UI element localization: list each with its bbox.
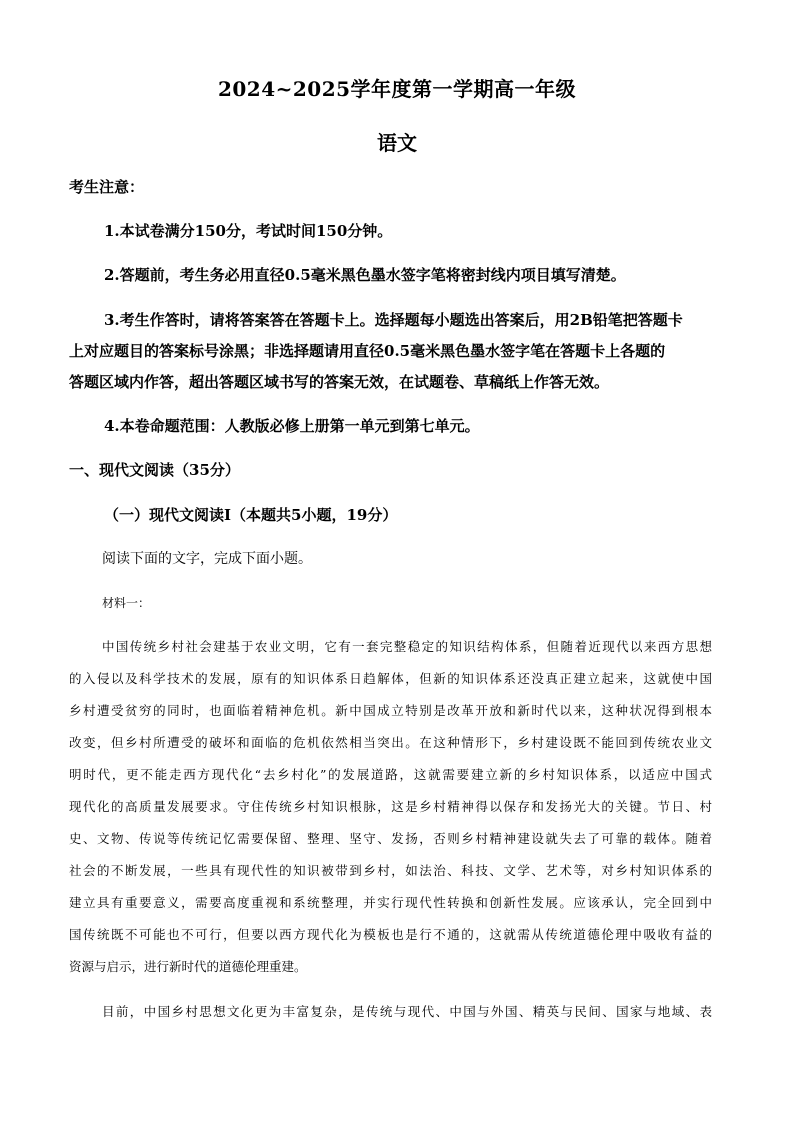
passage-line: 目前，中国乡村思想文化更为丰富复杂，是传统与现代、中国与外国、精英与民间、国家与地域、表 <box>102 1004 712 1019</box>
notice-item-1: 1.本试卷满分150分，考试时间150分钟。 <box>104 222 393 240</box>
passage-line: 中国传统乡村社会建基于农业文明，它有一套完整稳定的知识结构体系，但随着近现代以来西方思想 <box>102 639 712 654</box>
passage-line: 的入侵以及科学技术的发展，原有的知识体系日趋解体，但新的知识体系还没真正建立起来，这就使中国 <box>69 671 712 686</box>
notice-item-3-line-1: 3.考生作答时，请将答案答在答题卡上。选择题每小题选出答案后，用2B铅笔把答题卡 <box>104 311 683 329</box>
subsection-heading: （一）现代文阅读Ⅰ（本题共5小题，19分） <box>104 506 398 524</box>
reading-instruction: 阅读下面的文字，完成下面小题。 <box>102 551 312 567</box>
exam-title: 2024~2025学年度第一学期高一年级 <box>217 77 577 101</box>
passage-line: 国传统既不可能也不可行，但要以西方现代化为模板也是行不通的，这就需从传统道德伦理中吸收有益的 <box>69 927 712 942</box>
subject-title: 语文 <box>377 131 417 155</box>
passage-line: 现代化的高质量发展要求。守住传统乡村知识根脉，这是乡村精神得以保存和发扬光大的关键。节日、村 <box>69 799 712 814</box>
passage-line: 社会的不断发展，一些具有现代性的知识被带到乡村，如法治、科技、文学、艺术等，对乡村知识体系的 <box>69 863 712 878</box>
passage-line: 资源与启示，进行新时代的道德伦理重建。 <box>69 959 307 974</box>
passage-line: 史、文物、传说等传统记忆需要保留、整理、坚守、发扬，否则乡村精神建设就失去了可靠的载体。随着 <box>69 831 712 846</box>
passage-line: 明时代，更不能走西方现代化“去乡村化”的发展道路，这就需要建立新的乡村知识体系，以适应中国式 <box>69 767 712 782</box>
section-heading: 一、现代文阅读（35分） <box>69 461 240 479</box>
notice-item-2: 2.答题前，考生务必用直径0.5毫米黑色墨水签字笔将密封线内项目填写清楚。 <box>104 266 626 284</box>
passage-line: 乡村遭受贫穷的同时，也面临着精神危机。新中国成立特别是改革开放和新时代以来，这种状况得到根本 <box>69 703 712 718</box>
passage-line: 改变，但乡村所遭受的破坏和面临的危机依然相当突出。在这种情形下，乡村建设既不能回到传统农业文 <box>69 735 712 750</box>
passage-line: 建立具有重要意义，需要高度重视和系统整理，并实行现代性转换和创新性发展。应该承认，完全回到中 <box>69 895 712 910</box>
notice-item-3-line-2: 上对应题目的答案标号涂黑；非选择题请用直径0.5毫米黑色墨水签字笔在答题卡上各题的 <box>69 342 666 360</box>
notice-item-3-line-3: 答题区域内作答，超出答题区域书写的答案无效，在试题卷、草稿纸上作答无效。 <box>69 373 610 391</box>
notice-heading: 考生注意： <box>69 178 145 196</box>
material-label: 材料一： <box>102 596 151 610</box>
notice-item-4: 4.本卷命题范围：人教版必修上册第一单元到第七单元。 <box>104 417 480 435</box>
